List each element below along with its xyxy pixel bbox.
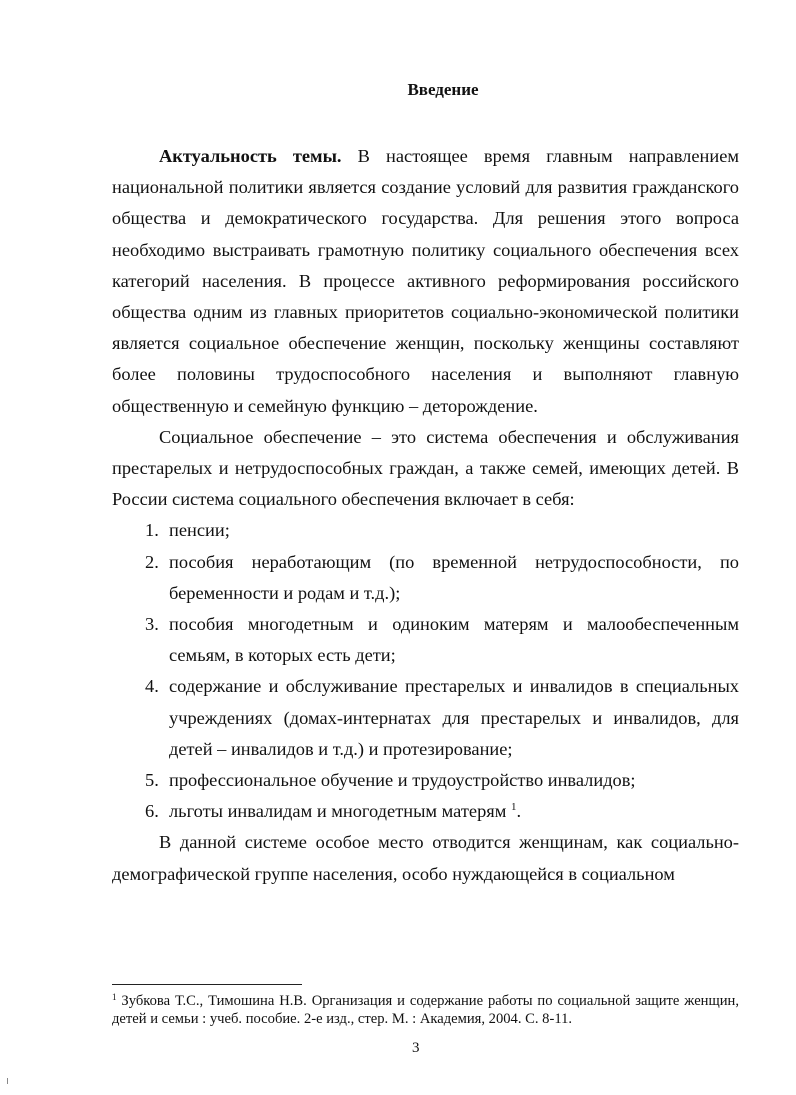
list-item-text: пенсии; — [169, 520, 230, 541]
list-item-tail: . — [516, 801, 522, 822]
list-item-number: 6. — [145, 801, 159, 822]
intro-lead: Актуальность темы. — [159, 146, 342, 166]
list-item-number: 4. — [145, 676, 159, 697]
list-item-text: профессиональное обучение и трудоустройство инвалидов; — [169, 770, 636, 791]
list-item — [145, 547, 739, 609]
list-item-text: пособия неработающим (по временной нетрудоспособности, по беременности и родам и т.д.); — [169, 551, 739, 603]
list-item-number: 2. — [145, 551, 159, 572]
intro-paragraph — [112, 141, 739, 422]
footnote-divider — [112, 984, 302, 985]
footnote-text: Зубкова Т.С., Тимошина Н.В. Организация и содержание работы по социальной защите женщин, детей и семьи : учеб. пособие. 2-е изд., стер. М. : Академия, 2004. С. 8-11. — [112, 993, 739, 1027]
definition-paragraph: Социальное обеспечение – это система обеспечения и обслуживания престарелых и нетрудоспособных граждан, а также семей, имеющих детей. В России система социального обеспечения включает в себя: — [112, 426, 739, 510]
footnote — [112, 992, 739, 1028]
list-item — [145, 671, 739, 765]
benefits-list — [112, 515, 739, 827]
body-text — [112, 141, 739, 890]
list-item-text: содержание и обслуживание престарелых и инвалидов в специальных учреждениях (домах-интернатах для престарелых и инвалидов, для детей – инвалидов и т.д.) и протезирование; — [169, 676, 739, 759]
scan-artifact — [7, 1078, 8, 1084]
page-number: 3 — [412, 1040, 420, 1056]
page-title: Введение — [407, 80, 479, 99]
list-item-number: 3. — [145, 614, 159, 635]
list-item-text: пособия многодетным и одиноким матерям и малообеспеченным семьям, в которых есть дети; — [169, 614, 739, 666]
list-item-number: 1. — [145, 520, 159, 541]
list-item-text: льготы инвалидам и многодетным матерям — [169, 801, 507, 822]
women-paragraph: В данной системе особое место отводится женщинам, как социально-демографической группе населения, особо нуждающейся в социальном — [112, 832, 739, 884]
footnote-marker: 1 — [112, 992, 117, 1002]
list-item — [145, 609, 739, 671]
list-item — [145, 796, 739, 827]
list-item — [145, 765, 739, 796]
list-item — [145, 515, 739, 546]
list-item-number: 5. — [145, 770, 159, 791]
intro-text: В настоящее время главным направлением национальной политики является создание условий для развития гражданского общества и демократического государства. Для решения этого вопроса необходимо выстраивать грамотную политику социального обеспечения всех категорий населения. В процессе активного реформирования российского общества одним из главных приоритетов социально-экономической политики является социальное обеспечение женщин, поскольку женщины составляют более половины трудоспособного населения и выполняют главную общественную и семейную функцию – деторождение. — [112, 146, 740, 416]
footnote-reference[interactable]: 1 — [510, 801, 517, 814]
